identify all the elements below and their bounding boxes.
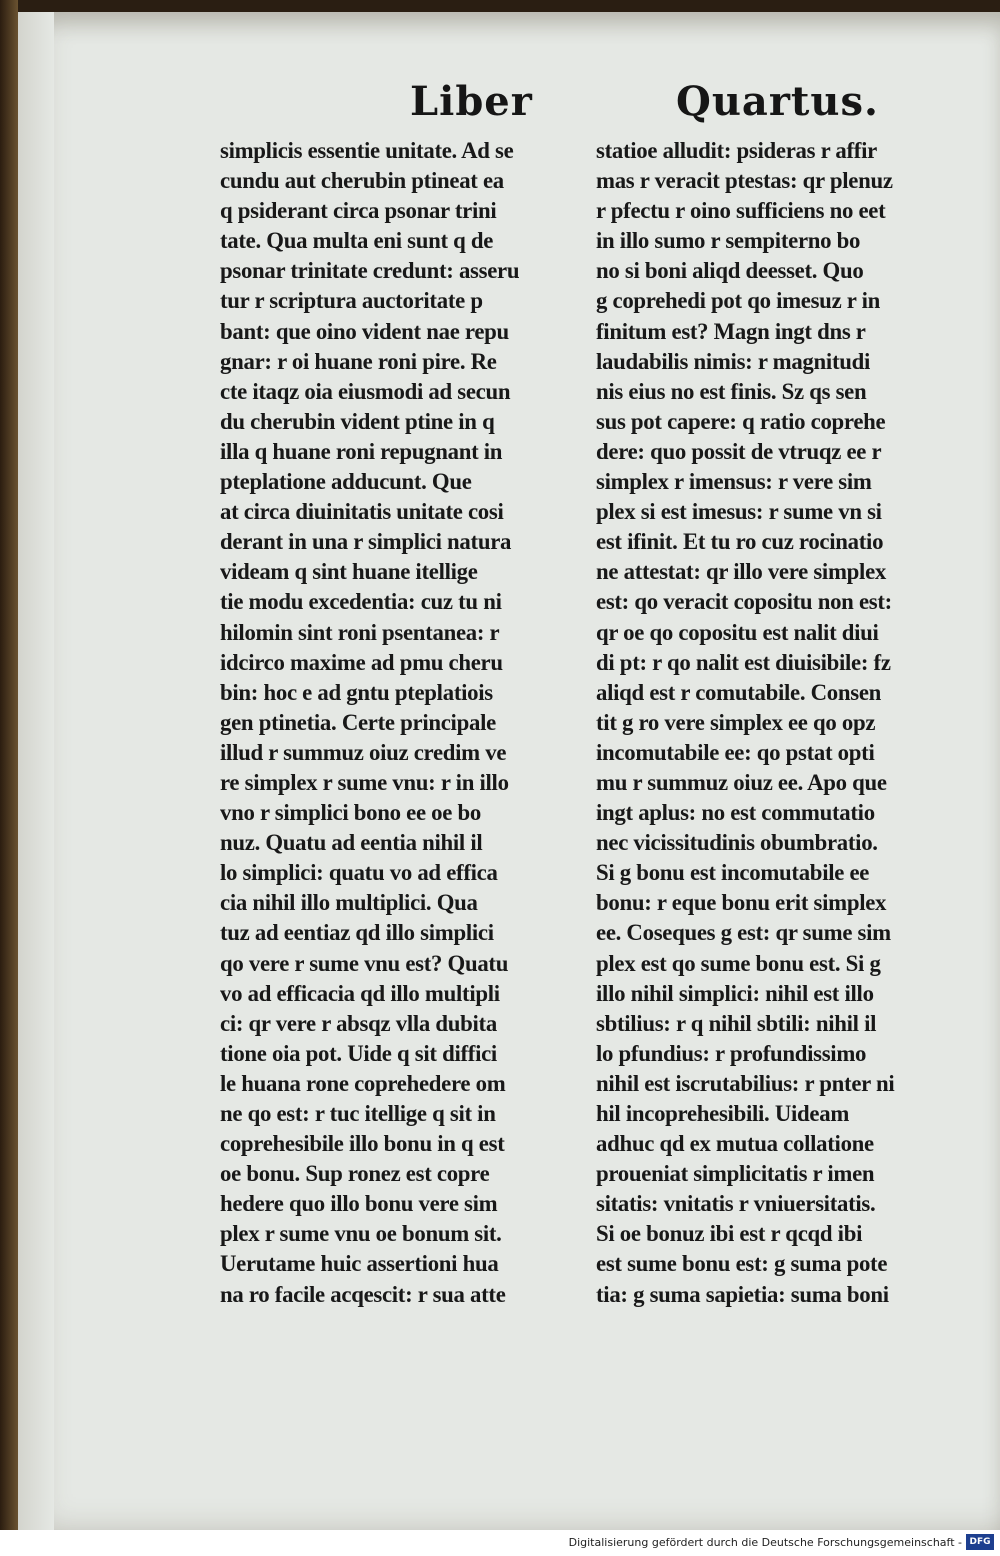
running-head-left: Liber (410, 78, 533, 125)
text-line: pteplatione adducunt. Que (220, 469, 472, 495)
text-line: est ifinit. Et tu ro cuz rocinatio (596, 529, 884, 555)
text-line: bonu: r eque bonu erit simplex (596, 890, 887, 916)
text-line: est: qo veracit copositu non est: (596, 589, 892, 615)
text-line: sus pot capere: q ratio coprehe (596, 408, 886, 434)
text-line: adhuc qd ex mutua collatione (596, 1131, 874, 1157)
text-line: nis eius no est finis. Sz qs sen (596, 378, 867, 404)
text-line: statioe alludit: psideras r affir (596, 138, 877, 163)
text-line: plex est qo sume bonu est. Si g (596, 950, 881, 976)
text-line: illo nihil simplici: nihil est illo (596, 980, 874, 1006)
text-line: tur r scriptura auctoritate p (220, 288, 483, 314)
text-line: di pt: r qo nalit est diuisibile: fz (596, 649, 891, 675)
text-line: idcirco maxime ad pmu cheru (220, 649, 503, 675)
text-line: est sume bonu est: g suma pote (596, 1251, 888, 1277)
text-line: qr oe qo copositu est nalit diui (596, 619, 879, 645)
text-line: illa q huane roni repugnant in (220, 438, 503, 464)
text-line: cia nihil illo multiplici. Qua (220, 890, 478, 916)
text-line: vno r simplici bono ee oe bo (220, 800, 481, 826)
page-gutter-shadow (18, 12, 54, 1530)
text-line: psonar trinitate credunt: asseru (220, 258, 520, 284)
text-line: ne qo est: r tuc itellige q sit in (220, 1101, 496, 1126)
text-line: mu r summuz oiuz ee. Apo que (596, 769, 887, 795)
text-line: tia: g suma sapietia: suma boni (596, 1281, 889, 1307)
text-line: oe bonu. Sup ronez est copre (220, 1161, 490, 1187)
digitization-footer (0, 1530, 1000, 1556)
text-line: Si g bonu est incomutabile ee (596, 860, 870, 886)
text-line: mas r veracit ptestas: qr plenuz (596, 168, 893, 194)
running-head-right: Quartus. (676, 78, 879, 125)
text-line: tie modu excedentia: cuz tu ni (220, 589, 502, 615)
text-line: tuz ad eentiaz qd illo simplici (220, 920, 494, 946)
text-line: plex si est imesus: r sume vn si (596, 499, 882, 525)
right-text-column (596, 136, 941, 1310)
text-line: plex r sume vnu oe bonum sit. (220, 1221, 502, 1247)
text-line: cundu aut cherubin ptineat ea (220, 168, 504, 194)
scan-left-edge (0, 0, 18, 1556)
text-line: sitatis: vnitatis r vniuersitatis. (596, 1191, 876, 1217)
text-line: simplex r imensus: r vere sim (596, 469, 872, 495)
text-line: incomutabile ee: qo pstat opti (596, 739, 875, 765)
text-line: ci: qr vere r absqz vlla dubita (220, 1010, 497, 1036)
text-line: sbtilius: r q nihil sbtili: nihil il (596, 1010, 877, 1036)
text-line: no si boni aliqd deesset. Quo (596, 258, 864, 284)
text-line: nec vicissitudinis obumbratio. (596, 830, 878, 856)
text-line: finitum est? Magn ingt dns r (596, 318, 866, 344)
text-line: r pfectu r oino sufficiens no eet (596, 198, 886, 224)
text-line: in illo sumo r sempiterno bo (596, 228, 861, 254)
text-line: g coprehedi pot qo imesuz r in (596, 288, 880, 314)
text-line: Si oe bonuz ibi est r qcqd ibi (596, 1221, 863, 1247)
text-line: at circa diuinitatis unitate cosi (220, 499, 504, 525)
text-line: nihil est iscrutabilius: r pnter ni (596, 1070, 895, 1096)
text-line: bant: que oino vident nae repu (220, 318, 509, 344)
text-line: ne attestat: qr illo vere simplex (596, 559, 886, 585)
footer-credit-text: Digitalisierung gefördert durch die Deutsche Forschungsgemeinschaft - (568, 1536, 962, 1549)
text-line: ee. Coseques g est: qr sume sim (596, 920, 891, 946)
text-line: hil incoprehesibili. Uideam (596, 1101, 850, 1126)
left-text-column (220, 136, 565, 1310)
text-line: derant in una r simplici natura (220, 529, 512, 555)
text-line: re simplex r sume vnu: r in illo (220, 769, 509, 795)
text-line: videam q sint huane itellige (220, 559, 478, 585)
text-line: illud r summuz oiuz credim ve (220, 739, 507, 765)
text-line: vo ad efficacia qd illo multipli (220, 980, 500, 1006)
running-head (0, 78, 1000, 138)
text-line: bin: hoc e ad gntu pteplatiois (220, 679, 493, 705)
text-line: laudabilis nimis: r magnitudi (596, 348, 871, 374)
text-line: nuz. Quatu ad eentia nihil il (220, 830, 483, 856)
text-line: cte itaqz oia eiusmodi ad secun (220, 378, 511, 404)
text-line: na ro facile acqescit: r sua atte (220, 1281, 506, 1307)
dfg-logo: DFG (966, 1534, 994, 1550)
text-line: gnar: r oi huane roni pire. Re (220, 348, 497, 374)
text-line: tate. Qua multa eni sunt q de (220, 228, 494, 254)
text-line: aliqd est r comutabile. Consen (596, 679, 882, 705)
text-line: hilomin sint roni psentanea: r (220, 619, 500, 645)
text-line: simplicis essentie unitate. Ad se (220, 138, 514, 163)
text-line: proueniat simplicitatis r imen (596, 1161, 875, 1187)
text-line: Uerutame huic assertioni hua (220, 1251, 499, 1277)
text-line: lo pfundius: r profundissimo (596, 1040, 867, 1066)
text-line: lo simplici: quatu vo ad effica (220, 860, 498, 886)
text-line: le huana rone coprehedere om (220, 1070, 506, 1096)
text-line: du cherubin vident ptine in q (220, 408, 495, 434)
text-line: tione oia pot. Uide q sit diffici (220, 1040, 497, 1066)
text-line: tit g ro vere simplex ee qo opz (596, 709, 876, 735)
text-line: q psiderant circa psonar trini (220, 198, 497, 224)
text-line: qo vere r sume vnu est? Quatu (220, 950, 509, 976)
text-line: gen ptinetia. Certe principale (220, 709, 496, 735)
text-line: ingt aplus: no est commutatio (596, 800, 875, 826)
text-line: dere: quo possit de vtruqz ee r (596, 438, 882, 464)
text-line: coprehesibile illo bonu in q est (220, 1131, 505, 1157)
text-line: hedere quo illo bonu vere sim (220, 1191, 498, 1217)
